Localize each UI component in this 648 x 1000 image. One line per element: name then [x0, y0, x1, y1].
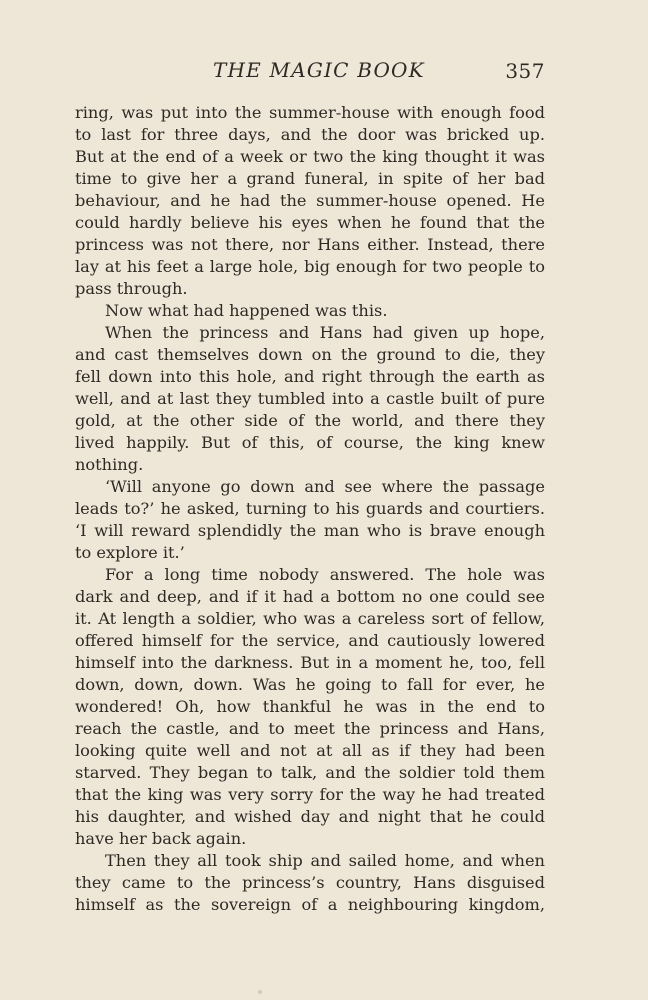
text-line: offered himself for the service, and cautiously lowered — [75, 631, 545, 650]
text-line: well, and at last they tumbled into a castle built of pure — [75, 389, 545, 408]
text-line: down, down, down. Was he going to fall for ever, he — [75, 675, 545, 694]
text-line: For a long time nobody answered. The hole was — [105, 565, 545, 584]
text-line: ‘I will reward splendidly the man who is brave enough — [75, 521, 545, 540]
page-body — [75, 102, 545, 916]
paper-speck — [258, 990, 262, 994]
text-line: lay at his feet a large hole, big enough for two people to — [75, 257, 545, 276]
text-line: and cast themselves down on the ground to die, they — [75, 345, 545, 364]
text-line: himself into the darkness. But in a moment he, too, fell — [75, 653, 545, 672]
text-line: fell down into this hole, and right through the earth as — [75, 367, 545, 386]
running-title: THE MAGIC BOOK — [213, 58, 425, 82]
text-line: ring, was put into the summer-house with enough food — [75, 103, 545, 122]
text-line: princess was not there, nor Hans either. Instead, there — [75, 235, 545, 254]
text-line: reach the castle, and to meet the princess and Hans, — [75, 719, 545, 738]
text-line: have her back again. — [75, 829, 247, 848]
text-line: lived happily. But of this, of course, the king knew — [75, 433, 545, 452]
text-line: that the king was very sorry for the way he had treated — [75, 785, 545, 804]
text-line: to explore it.’ — [75, 543, 185, 562]
page-number: 357 — [505, 59, 545, 83]
text-line: Then they all took ship and sailed home, and when — [105, 851, 545, 870]
text-line: time to give her a grand funeral, in spite of her bad — [75, 169, 545, 188]
text-line: they came to the princess’s country, Hans disguised — [75, 873, 545, 892]
text-line: leads to?’ he asked, turning to his guards and courtiers. — [75, 499, 545, 518]
text-line: When the princess and Hans had given up hope, — [105, 323, 545, 342]
text-line: ‘Will anyone go down and see where the passage — [105, 477, 545, 496]
text-line: But at the end of a week or two the king thought it was — [75, 147, 545, 166]
text-line: behaviour, and he had the summer-house opened. He — [75, 191, 545, 210]
text-line: Now what had happened was this. — [105, 301, 388, 320]
text-line: his daughter, and wished day and night that he could — [75, 807, 545, 826]
text-line: gold, at the other side of the world, and there they — [75, 411, 545, 430]
text-line: starved. They began to talk, and the soldier told them — [75, 763, 545, 782]
text-line: dark and deep, and if it had a bottom no one could see — [75, 587, 545, 606]
text-line: looking quite well and not at all as if they had been — [75, 741, 545, 760]
text-line: himself as the sovereign of a neighbouring kingdom, — [75, 895, 545, 914]
text-line: could hardly believe his eyes when he found that the — [75, 213, 545, 232]
page-header — [75, 58, 545, 84]
text-line: to last for three days, and the door was bricked up. — [75, 125, 545, 144]
text-line: it. At length a soldier, who was a careless sort of fellow, — [75, 609, 545, 628]
text-line: pass through. — [75, 279, 188, 298]
text-line: nothing. — [75, 455, 144, 474]
text-line: wondered! Oh, how thankful he was in the end to — [75, 697, 545, 716]
